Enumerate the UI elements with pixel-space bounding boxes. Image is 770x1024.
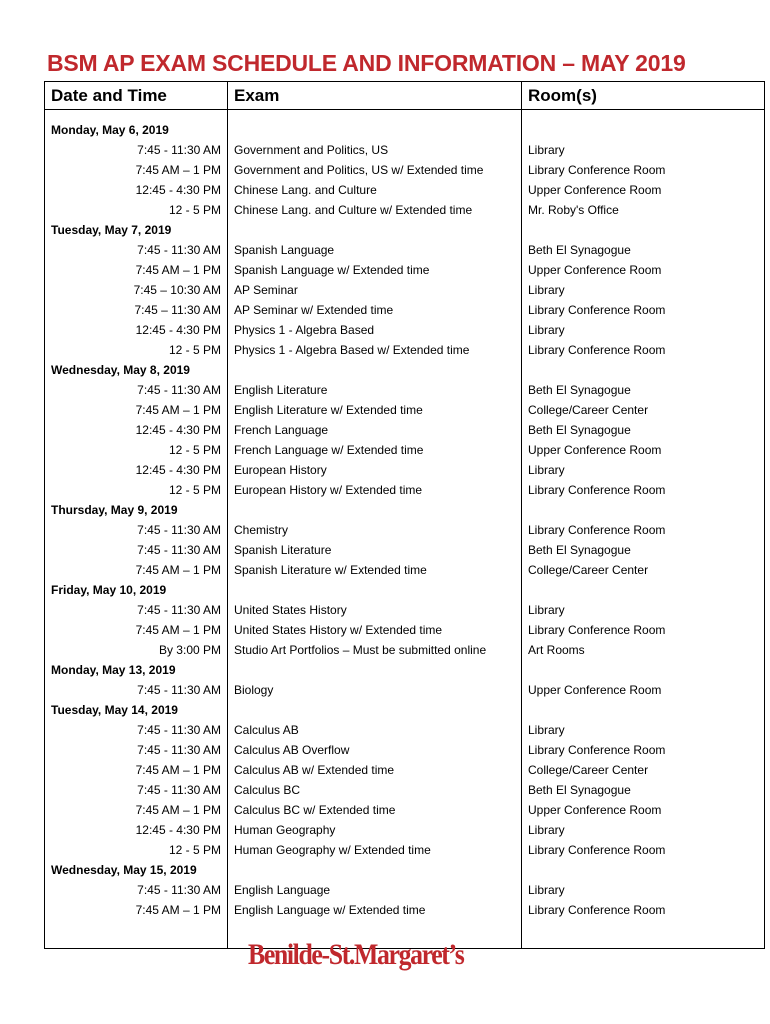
table-row (45, 320, 765, 340)
exam-name: AP Seminar w/ Extended time (228, 300, 522, 320)
exam-room: Upper Conference Room (522, 180, 765, 200)
table-row (45, 160, 765, 180)
exam-room: Upper Conference Room (522, 680, 765, 700)
exam-room: Library (522, 820, 765, 840)
table-row (45, 380, 765, 400)
exam-time: 12 - 5 PM (45, 840, 228, 860)
exam-name: English Literature w/ Extended time (228, 400, 522, 420)
exam-name: English Literature (228, 380, 522, 400)
exam-room: Art Rooms (522, 640, 765, 660)
table-row (45, 140, 765, 160)
exam-time: 12 - 5 PM (45, 440, 228, 460)
exam-name: French Language (228, 420, 522, 440)
exam-name: Chinese Lang. and Culture w/ Extended time (228, 200, 522, 220)
exam-time: 7:45 - 11:30 AM (45, 540, 228, 560)
table-row (45, 240, 765, 260)
spacer-row (45, 110, 765, 121)
day-label: Friday, May 10, 2019 (45, 580, 228, 600)
exam-room: Library (522, 600, 765, 620)
table-row (45, 340, 765, 360)
exam-time: 7:45 – 10:30 AM (45, 280, 228, 300)
exam-time: 12 - 5 PM (45, 200, 228, 220)
exam-room: Beth El Synagogue (522, 540, 765, 560)
exam-schedule-table (44, 81, 765, 949)
exam-name: United States History (228, 600, 522, 620)
day-header-row (45, 360, 765, 380)
day-label: Tuesday, May 14, 2019 (45, 700, 228, 720)
table-row (45, 480, 765, 500)
table-row (45, 620, 765, 640)
day-header-row (45, 660, 765, 680)
exam-time: 7:45 AM – 1 PM (45, 900, 228, 920)
exam-name: Government and Politics, US (228, 140, 522, 160)
exam-room: College/Career Center (522, 400, 765, 420)
exam-room: Upper Conference Room (522, 800, 765, 820)
exam-name: European History w/ Extended time (228, 480, 522, 500)
exam-room: Library (522, 720, 765, 740)
day-header-row (45, 860, 765, 880)
exam-name: Human Geography w/ Extended time (228, 840, 522, 860)
empty-cell (522, 220, 765, 240)
exam-name: Physics 1 - Algebra Based (228, 320, 522, 340)
empty-cell (522, 580, 765, 600)
table-row (45, 300, 765, 320)
exam-time: 7:45 - 11:30 AM (45, 600, 228, 620)
exam-time: 12 - 5 PM (45, 480, 228, 500)
exam-room: Library (522, 320, 765, 340)
exam-room: Beth El Synagogue (522, 420, 765, 440)
exam-time: 7:45 - 11:30 AM (45, 680, 228, 700)
exam-room: Library Conference Room (522, 160, 765, 180)
exam-time: 7:45 - 11:30 AM (45, 780, 228, 800)
table-row (45, 200, 765, 220)
exam-room: Beth El Synagogue (522, 380, 765, 400)
table-row (45, 780, 765, 800)
exam-name: Spanish Language w/ Extended time (228, 260, 522, 280)
table-row (45, 400, 765, 420)
exam-time: 7:45 AM – 1 PM (45, 620, 228, 640)
exam-name: Calculus BC w/ Extended time (228, 800, 522, 820)
table-row (45, 800, 765, 820)
day-header-row (45, 120, 765, 140)
exam-time: 7:45 - 11:30 AM (45, 240, 228, 260)
table-row (45, 840, 765, 860)
empty-cell (522, 920, 765, 949)
exam-time: 7:45 AM – 1 PM (45, 160, 228, 180)
exam-name: Calculus AB (228, 720, 522, 740)
table-row (45, 820, 765, 840)
exam-name: Calculus BC (228, 780, 522, 800)
day-label: Wednesday, May 15, 2019 (45, 860, 228, 880)
day-header-row (45, 700, 765, 720)
day-header-row (45, 500, 765, 520)
exam-name: Calculus AB w/ Extended time (228, 760, 522, 780)
table-row (45, 460, 765, 480)
table-row (45, 420, 765, 440)
empty-cell (228, 360, 522, 380)
exam-name: Human Geography (228, 820, 522, 840)
empty-cell (228, 500, 522, 520)
exam-name: Chinese Lang. and Culture (228, 180, 522, 200)
exam-name: English Language (228, 880, 522, 900)
table-row (45, 600, 765, 620)
empty-cell (228, 860, 522, 880)
exam-room: Mr. Roby's Office (522, 200, 765, 220)
day-label: Thursday, May 9, 2019 (45, 500, 228, 520)
table-row (45, 440, 765, 460)
exam-time: 7:45 - 11:30 AM (45, 880, 228, 900)
exam-time: 7:45 AM – 1 PM (45, 800, 228, 820)
exam-name: European History (228, 460, 522, 480)
exam-time: 12:45 - 4:30 PM (45, 460, 228, 480)
exam-name: French Language w/ Extended time (228, 440, 522, 460)
exam-room: Library (522, 460, 765, 480)
empty-cell (522, 500, 765, 520)
exam-time: 7:45 AM – 1 PM (45, 760, 228, 780)
exam-room: Library (522, 880, 765, 900)
exam-room: Library Conference Room (522, 520, 765, 540)
day-label: Tuesday, May 7, 2019 (45, 220, 228, 240)
exam-name: AP Seminar (228, 280, 522, 300)
exam-name: Spanish Literature w/ Extended time (228, 560, 522, 580)
exam-room: Library Conference Room (522, 480, 765, 500)
table-row (45, 640, 765, 660)
exam-room: Beth El Synagogue (522, 780, 765, 800)
exam-name: Chemistry (228, 520, 522, 540)
page-title: BSM AP EXAM SCHEDULE AND INFORMATION – MAY 2019 (47, 50, 686, 76)
exam-time: 12:45 - 4:30 PM (45, 820, 228, 840)
empty-cell (228, 120, 522, 140)
table-header-row (45, 82, 765, 110)
exam-room: Library Conference Room (522, 900, 765, 920)
empty-cell (228, 220, 522, 240)
table-row (45, 540, 765, 560)
exam-time: 7:45 AM – 1 PM (45, 400, 228, 420)
empty-cell (228, 700, 522, 720)
day-label: Monday, May 6, 2019 (45, 120, 228, 140)
school-logo: Benilde-St.Margaret’s (248, 938, 464, 971)
exam-name: Physics 1 - Algebra Based w/ Extended time (228, 340, 522, 360)
column-header-rooms: Room(s) (522, 82, 765, 110)
table-row (45, 900, 765, 920)
exam-name: Studio Art Portfolios – Must be submitted online (228, 640, 522, 660)
day-label: Wednesday, May 8, 2019 (45, 360, 228, 380)
exam-room: Upper Conference Room (522, 440, 765, 460)
exam-time: 12:45 - 4:30 PM (45, 320, 228, 340)
exam-time: 7:45 - 11:30 AM (45, 520, 228, 540)
exam-name: English Language w/ Extended time (228, 900, 522, 920)
table-row (45, 880, 765, 900)
table-row (45, 520, 765, 540)
exam-time: 7:45 - 11:30 AM (45, 720, 228, 740)
table-row (45, 720, 765, 740)
exam-room: Library (522, 140, 765, 160)
empty-cell (522, 360, 765, 380)
exam-time: 7:45 AM – 1 PM (45, 560, 228, 580)
empty-cell (522, 860, 765, 880)
table-row (45, 180, 765, 200)
exam-time: 7:45 - 11:30 AM (45, 140, 228, 160)
exam-room: Library Conference Room (522, 300, 765, 320)
exam-time: 7:45 - 11:30 AM (45, 380, 228, 400)
empty-cell (228, 580, 522, 600)
table-row (45, 260, 765, 280)
exam-name: Government and Politics, US w/ Extended time (228, 160, 522, 180)
exam-time: 12 - 5 PM (45, 340, 228, 360)
exam-room: Library Conference Room (522, 620, 765, 640)
exam-room: Library Conference Room (522, 740, 765, 760)
exam-time: 7:45 – 11:30 AM (45, 300, 228, 320)
table-row (45, 280, 765, 300)
empty-cell (45, 920, 228, 949)
day-label: Monday, May 13, 2019 (45, 660, 228, 680)
exam-room: College/Career Center (522, 560, 765, 580)
table-row (45, 680, 765, 700)
table-row (45, 740, 765, 760)
exam-name: United States History w/ Extended time (228, 620, 522, 640)
exam-time: 12:45 - 4:30 PM (45, 180, 228, 200)
exam-time: By 3:00 PM (45, 640, 228, 660)
exam-room: College/Career Center (522, 760, 765, 780)
column-header-date-time: Date and Time (45, 82, 228, 110)
exam-time: 7:45 - 11:30 AM (45, 740, 228, 760)
exam-room: Upper Conference Room (522, 260, 765, 280)
column-header-exam: Exam (228, 82, 522, 110)
day-header-row (45, 580, 765, 600)
table-row (45, 560, 765, 580)
empty-cell (228, 660, 522, 680)
exam-time: 7:45 AM – 1 PM (45, 260, 228, 280)
exam-time: 12:45 - 4:30 PM (45, 420, 228, 440)
exam-name: Spanish Literature (228, 540, 522, 560)
empty-cell (522, 660, 765, 680)
exam-room: Beth El Synagogue (522, 240, 765, 260)
exam-name: Calculus AB Overflow (228, 740, 522, 760)
table-row (45, 760, 765, 780)
empty-cell (522, 700, 765, 720)
exam-room: Library Conference Room (522, 840, 765, 860)
schedule-body (45, 110, 765, 949)
exam-room: Library Conference Room (522, 340, 765, 360)
empty-cell (522, 120, 765, 140)
exam-name: Spanish Language (228, 240, 522, 260)
exam-name: Biology (228, 680, 522, 700)
day-header-row (45, 220, 765, 240)
exam-room: Library (522, 280, 765, 300)
